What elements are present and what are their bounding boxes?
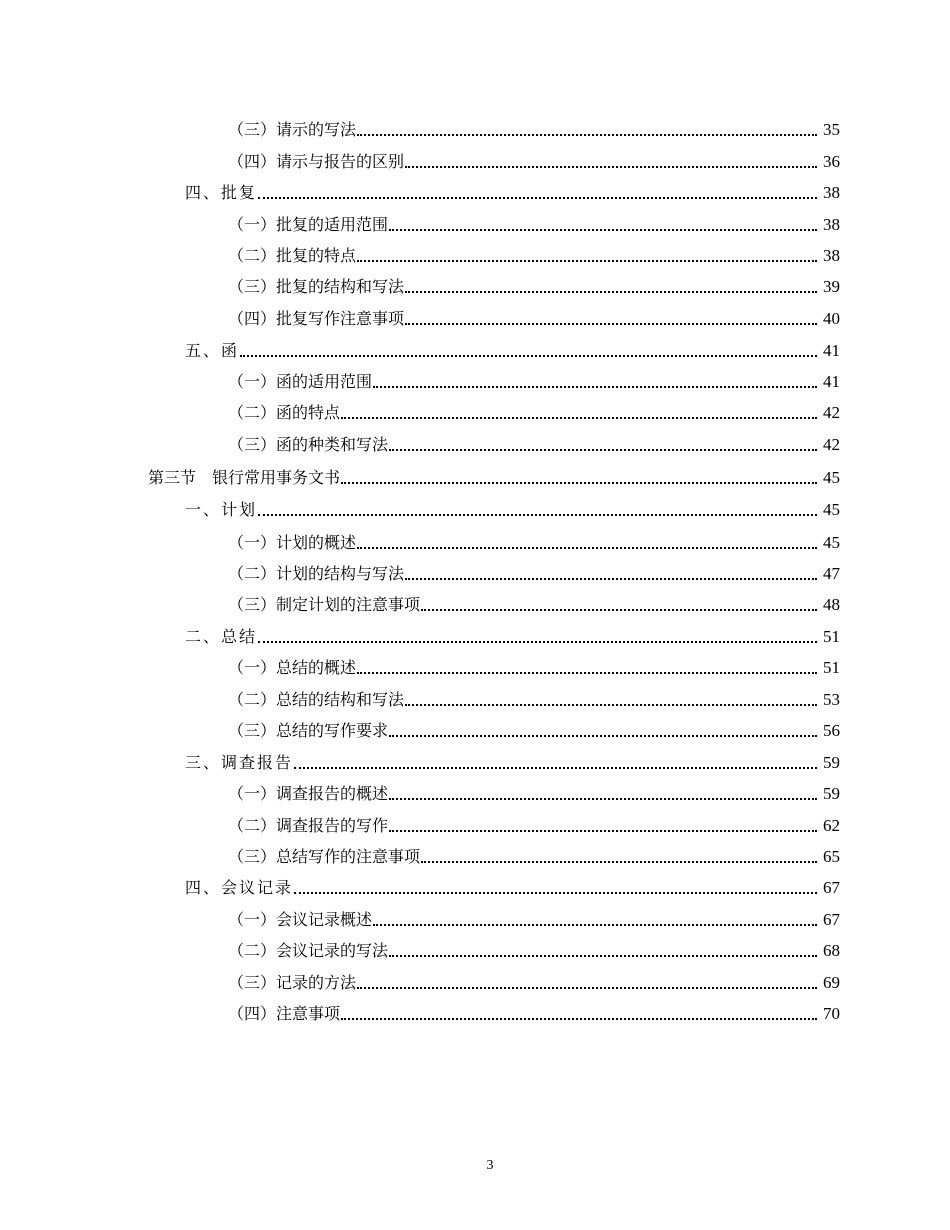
toc-entry[interactable] — [228, 686, 840, 710]
page-number: 3 — [486, 1158, 494, 1173]
dot-leader — [357, 260, 817, 262]
toc-entry-title: （一）调查报告的概述 — [228, 784, 389, 803]
toc-entry-title: （一）总结的概述 — [228, 658, 357, 677]
toc-entry[interactable] — [228, 116, 840, 140]
toc-entry[interactable] — [228, 305, 840, 329]
toc-entry-title: 四、批复 — [185, 183, 258, 202]
dot-leader — [421, 609, 817, 611]
toc-entry[interactable] — [228, 431, 840, 455]
toc-entry-title: 三、调查报告 — [185, 753, 294, 772]
toc-entry-page: 39 — [823, 277, 840, 296]
toc-entry-page: 70 — [823, 1004, 840, 1023]
toc-entry-title: （二）调查报告的写作 — [228, 816, 389, 835]
toc-entry[interactable] — [228, 399, 840, 423]
toc-entry-title: （一）批复的适用范围 — [228, 215, 389, 234]
dot-leader — [357, 547, 817, 549]
toc-entry-title: 第三节 银行常用事务文书 — [148, 468, 341, 487]
toc-entry-title: （二）批复的特点 — [228, 246, 357, 265]
toc-entry[interactable] — [185, 874, 840, 898]
toc-entry-page: 40 — [823, 309, 840, 328]
dot-leader — [341, 1018, 817, 1020]
toc-entry-title: （三）请示的写法 — [228, 120, 357, 139]
dot-leader — [258, 641, 817, 643]
toc-entry-page: 45 — [823, 500, 840, 519]
toc-entry-title: （一）计划的概述 — [228, 533, 357, 552]
toc-entry-page: 41 — [823, 341, 840, 360]
toc-entry-title: （一）会议记录概述 — [228, 910, 373, 929]
dot-leader — [389, 798, 817, 800]
toc-entry[interactable] — [228, 812, 840, 836]
toc-entry-title: （四）请示与报告的区别 — [228, 152, 405, 171]
toc-entry[interactable] — [185, 337, 840, 361]
dot-leader — [405, 704, 817, 706]
dot-leader — [389, 229, 817, 231]
toc-entry-title: （一）函的适用范围 — [228, 372, 373, 391]
toc-entry-title: 五、函 — [185, 341, 240, 360]
toc-entry-title: （四）注意事项 — [228, 1004, 341, 1023]
toc-entry[interactable] — [148, 464, 840, 488]
toc-entry-title: （三）制定计划的注意事项 — [228, 595, 421, 614]
toc-entry[interactable] — [228, 717, 840, 741]
dot-leader — [389, 735, 817, 737]
toc-entry-title: 一、计划 — [185, 500, 258, 519]
toc-entry-page: 69 — [823, 973, 840, 992]
toc-entry[interactable] — [228, 211, 840, 235]
toc-entry-page: 42 — [823, 403, 840, 422]
toc-entry[interactable] — [228, 148, 840, 172]
toc-entry[interactable] — [185, 623, 840, 647]
dot-leader — [357, 987, 817, 989]
toc-entry-title: （三）批复的结构和写法 — [228, 277, 405, 296]
toc-entry[interactable] — [228, 1000, 840, 1024]
toc-entry-page: 38 — [823, 215, 840, 234]
toc-entry-title: （二）函的特点 — [228, 403, 341, 422]
dot-leader — [373, 386, 817, 388]
dot-leader — [341, 482, 817, 484]
toc-entry-page: 62 — [823, 816, 840, 835]
dot-leader — [421, 861, 817, 863]
toc-entry-title: （二）总结的结构和写法 — [228, 690, 405, 709]
toc-entry-page: 38 — [823, 246, 840, 265]
toc-entry-page: 51 — [823, 627, 840, 646]
toc-entry-page: 42 — [823, 435, 840, 454]
dot-leader — [405, 578, 817, 580]
toc-entry-title: （三）函的种类和写法 — [228, 435, 389, 454]
dot-leader — [389, 830, 817, 832]
dot-leader — [357, 134, 817, 136]
dot-leader — [258, 197, 817, 199]
toc-entry-page: 56 — [823, 721, 840, 740]
toc-entry-page: 67 — [823, 910, 840, 929]
dot-leader — [389, 449, 817, 451]
dot-leader — [373, 924, 817, 926]
toc-entry-page: 47 — [823, 564, 840, 583]
toc-entry[interactable] — [228, 654, 840, 678]
toc-entry-title: （二）计划的结构与写法 — [228, 564, 405, 583]
dot-leader — [389, 955, 817, 957]
toc-entry-page: 59 — [823, 784, 840, 803]
toc-entry[interactable] — [228, 273, 840, 297]
toc-entry-title: 二、总结 — [185, 627, 258, 646]
toc-entry[interactable] — [185, 179, 840, 203]
dot-leader — [294, 767, 817, 769]
dot-leader — [405, 166, 817, 168]
toc-entry-page: 53 — [823, 690, 840, 709]
toc-entry[interactable] — [228, 906, 840, 930]
toc-entry-page: 36 — [823, 152, 840, 171]
dot-leader — [240, 355, 817, 357]
toc-entry[interactable] — [228, 529, 840, 553]
toc-entry-page: 51 — [823, 658, 840, 677]
toc-entry-title: （三）总结的写作要求 — [228, 721, 389, 740]
toc-entry-page: 59 — [823, 753, 840, 772]
toc-entry[interactable] — [228, 937, 840, 961]
toc-entry[interactable] — [228, 242, 840, 266]
toc-entry-title: （三）总结写作的注意事项 — [228, 847, 421, 866]
toc-entry-page: 65 — [823, 847, 840, 866]
toc-entry[interactable] — [228, 780, 840, 804]
toc-entry[interactable] — [228, 560, 840, 584]
dot-leader — [405, 291, 817, 293]
toc-entry-title: （四）批复写作注意事项 — [228, 309, 405, 328]
toc-entry-page: 45 — [823, 533, 840, 552]
toc-entry-title: （二）会议记录的写法 — [228, 941, 389, 960]
toc-entry-page: 38 — [823, 183, 840, 202]
dot-leader — [405, 323, 817, 325]
dot-leader — [357, 672, 817, 674]
toc-entry-title: （三）记录的方法 — [228, 973, 357, 992]
toc-entry-page: 67 — [823, 878, 840, 897]
toc-entry-page: 68 — [823, 941, 840, 960]
toc-entry[interactable] — [228, 368, 840, 392]
toc-entry-page: 45 — [823, 468, 840, 487]
toc-entry[interactable] — [228, 969, 840, 993]
toc-entry-title: 四、会议记录 — [185, 878, 294, 897]
dot-leader — [294, 892, 817, 894]
toc-entry[interactable] — [228, 843, 840, 867]
dot-leader — [258, 514, 817, 516]
toc-entry-page: 41 — [823, 372, 840, 391]
toc-entry-page: 48 — [823, 595, 840, 614]
toc-entry[interactable] — [228, 591, 840, 615]
toc-entry[interactable] — [185, 496, 840, 520]
dot-leader — [341, 417, 817, 419]
toc-entry-page: 35 — [823, 120, 840, 139]
toc-entry[interactable] — [185, 749, 840, 773]
